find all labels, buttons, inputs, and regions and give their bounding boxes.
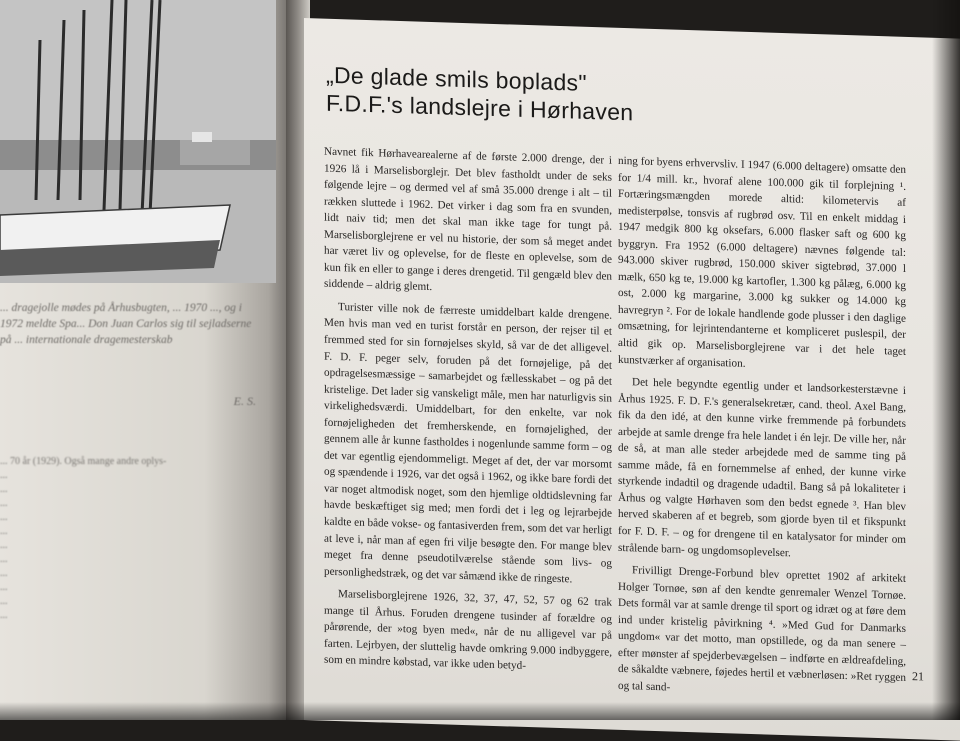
paragraph: Det hele begyndte egentlig under et landsorkesterstævne i Århus 1925. F. D. F.'s generalsekretær, cand. theol. Axel Bang, fik da den idé, at den kunne virke fremmende på forbundets arbejde at samle drenge fra hele landet i én lejr. De ville her, når de så, at man alle steder arbejdede med de samme ting på samme måde, få en fornemmelse af enhed, der kunne virke styrkende indadtil og dragende udadtil. Bang så på lokaliteter i Århus og valgte Hørhaven som den bedst egnede ³. Han blev herved skaberen af et begreb, som gjorde byen til et fikspunkt for F. D. F. – og for drengene til en katalysator for minder om strålende barn- og ungdomsoplevelser. — [618, 376, 906, 559]
footnote-line: ... — [0, 610, 8, 621]
article-title — [326, 61, 886, 135]
bottom-shadow — [0, 702, 960, 720]
footnote-line: ... — [0, 498, 8, 509]
footnotes — [0, 455, 262, 623]
caption-text: ... dragejolle mødes på Århusbugten, ... 1970 ..., og i 1972 meldte Spa... Don Juan Carlos sig til sejladserne på ... internationale dragemesterskab — [0, 302, 252, 346]
footnote-line: ... — [0, 484, 8, 495]
text-column-left — [324, 144, 612, 684]
sailboat-photo — [0, 0, 276, 283]
left-page — [0, 0, 292, 720]
footnote-line: ... 70 år (1929). Også mange andre oplys- — [0, 456, 167, 467]
footnote-line: ... — [0, 540, 8, 551]
footnote-line: ... — [0, 526, 8, 537]
paragraph: Frivilligt Drenge-Forbund blev oprettet 1902 af arkitekt Holger Tornøe, søn af den kendte genremaler Wenzel Tornøe. Dets formål var at samle drenge til sport og idræt og at føre dem ind under kristelig påvirkning ⁴. »Med Gud for Danmarks ungdom« var det motto, man opstillede, og da man senere – efter mønster af spejderbevægelsen – indførte en ældreafdeling, de såkaldte væbnere, føjedes hertil et væbnerløsen: »Ret ryggen og tal sand- — [618, 564, 906, 694]
footnote-line: ... — [0, 512, 8, 523]
paragraph: Navnet fik Hørhavearealerne af de første 2.000 drenge, der i 1926 lå i Marselisborglejr. Det blev fastholdt under de seks følgende lejre – og dermed vel af små 35.000 drenge i alt – til rækken sluttede i 1962. Det virker i dag som fra en svunden, lidt naiv tid; men det skal man ikke tage for tungt på. Marselisborglejrene er vel nu historie, der som så meget andet har været liv og oplevelse, for de fleste en oplevelse, som de kun fik en eller to gange i deres drengetid. Til gengæld blev den siddende – aldrig glemt. — [324, 145, 612, 294]
title-line-1: „De glade smils boplads" — [326, 61, 587, 96]
paragraph: Marselisborglejrene 1926, 32, 37, 47, 52, 57 og 62 trak mange til Århus. Foruden drengene tusinder af forældre og pårørende, der »tog byen med«, når de nu alligevel var på farten. Lejrbyen, der sluttelig havde omkring 9.000 indbyggere, som en mindre købstad, var ikke uden betyd- — [324, 588, 612, 673]
photo-caption — [0, 300, 262, 348]
footnote-line: ... — [0, 470, 8, 481]
paragraph: Turister ville nok de færreste umiddelbart kalde drengene. Men hvis man ved en turist forstår en person, der rejser til et fremmed sted for sin fornøjelses skyld, så var de det alligevel. F. D. F. peger selv, foruden på det fornøjelige, på det opdragelsesmæssige – samarbejdet og fællesskabet – og på det kristelige. Det lader sig vanskeligt måle, men har naturligvis sin virkelighedsværdi. Umiddelbart, for den enkelte, var nok fornøjeligheden det fremherskende, en fornøjelighed, der gennem alle år kunne fastholdes i nogenlunde samme form – og det var egentlig ejendommeligt. Meget af det, der var morsomt og spændende i 1926, var det også i 1962, og ikke bare fordi det var noget altmodisk noget, som den hjemlige oldtidslevning far havde beskæftiget sig med; men fordi det i leg og lejrarbejde kaldte en både vokse- og fantasiverden frem, som det var herligt at leve i, når man af egen fri vilje besøgte den. For mange blev meget fra denne pseudotilværelse stående som livs- og personlighedstræk, og det var såmænd ikke de ringeste. — [324, 300, 612, 586]
footnote-line: ... — [0, 596, 8, 607]
right-page — [304, 18, 960, 741]
footnote-line: ... — [0, 568, 8, 579]
title-line-2: F.D.F.'s landslejre i Hørhaven — [326, 89, 634, 126]
caption-signature: E. S. — [233, 394, 256, 408]
text-column-right — [618, 153, 906, 710]
paragraph: ning for byens erhvervsliv. I 1947 (6.000 deltagere) omsatte den for 1/4 mill. kr., hvoraf alene 100.000 gik til forplejning ¹. Fortæringsmængden morede altid: kilometervis af medisterpølse, tonsvis af rugbrød osv. Til en enkelt middag i 1947 medgik 800 kg oksefars, 6.000 flasker saft og 600 kg byggryn. Fra 1952 (6.000 deltagere) nævnes følgende tal: 943.000 skiver rugbrød, 150.000 skiver sigtebrød, 37.000 l mælk, 650 kg te, 19.000 kg kartofler, 1.300 kg pålæg, 6.000 kg ost, 2.000 kg margarine, 3.000 kg sukker og 14.000 kg havregryn ². For de lokale handlende gode plusser i den daglige omsætning, for lejrintendanterne et kompliceret puslespil, der altid gik op. Marselisborglejrene var i det hele taget kunstværker af organisation. — [618, 154, 906, 370]
footnote-line: ... — [0, 582, 8, 593]
page-number: 21 — [912, 669, 924, 684]
table-edge-shadow — [932, 0, 960, 720]
footnote-line: ... — [0, 554, 8, 565]
